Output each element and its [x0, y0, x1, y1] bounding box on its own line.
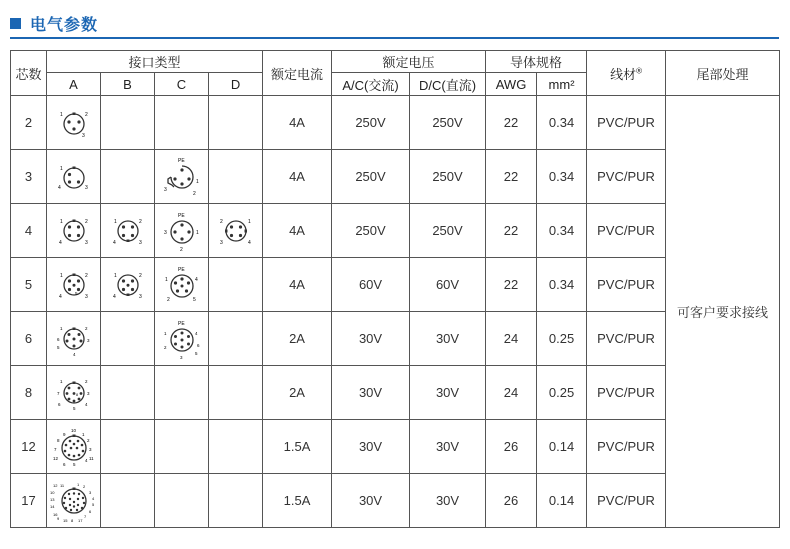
svg-text:12: 12: [52, 482, 57, 488]
svg-text:6: 6: [88, 508, 91, 514]
svg-text:14: 14: [49, 503, 54, 509]
svg-text:PE: PE: [177, 320, 185, 327]
empty-cell: [209, 420, 263, 474]
svg-text:2: 2: [84, 272, 88, 279]
cores-cell: 6: [11, 312, 47, 366]
svg-text:10: 10: [70, 427, 76, 433]
dc-cell: 250V: [410, 204, 486, 258]
svg-text:2: 2: [219, 218, 223, 225]
mm2-cell: 0.25: [537, 366, 587, 420]
awg-cell: 26: [486, 474, 537, 528]
current-cell: 4A: [263, 204, 332, 258]
svg-text:1: 1: [59, 325, 63, 331]
pin-17-a-icon: [47, 474, 101, 528]
svg-text:5: 5: [72, 461, 76, 467]
svg-text:7: 7: [53, 446, 57, 452]
cores-cell: 12: [11, 420, 47, 474]
pin-5-a-icon: [47, 258, 101, 312]
svg-text:3: 3: [84, 293, 88, 300]
svg-text:1: 1: [113, 218, 117, 225]
table-row: [11, 258, 780, 312]
svg-text:2: 2: [166, 296, 170, 303]
pin-6-a-icon: [47, 312, 101, 366]
svg-text:11: 11: [59, 482, 64, 488]
svg-text:2: 2: [84, 111, 88, 118]
svg-text:4: 4: [84, 401, 88, 407]
ac-cell: 60V: [332, 258, 410, 312]
svg-text:17: 17: [77, 517, 82, 523]
material-cell: PVC/PUR: [587, 474, 666, 528]
pin-2-a-icon: [47, 96, 101, 150]
current-cell: 4A: [263, 150, 332, 204]
table-row: [11, 96, 780, 150]
awg-cell: 24: [486, 366, 537, 420]
empty-cell: [209, 258, 263, 312]
pin-12-a-icon: [47, 420, 101, 474]
svg-text:1: 1: [247, 218, 251, 225]
section-header: [10, 11, 98, 35]
header-col-d: D: [209, 73, 263, 96]
dc-cell: 30V: [410, 420, 486, 474]
header-tail-treatment: 尾部处理: [666, 51, 780, 96]
header-row-1: [11, 51, 780, 73]
svg-text:5: 5: [192, 296, 196, 303]
svg-text:9: 9: [62, 431, 66, 437]
svg-text:8: 8: [70, 517, 73, 523]
pin-3-c-icon: [155, 150, 209, 204]
dc-cell: 250V: [410, 96, 486, 150]
electrical-parameters-table: [10, 50, 780, 528]
header-mm2: mm²: [537, 73, 587, 96]
table-row: [11, 312, 780, 366]
svg-text:6: 6: [62, 461, 66, 467]
svg-text:3: 3: [84, 239, 88, 246]
table-row: [11, 474, 780, 528]
svg-text:8: 8: [56, 437, 60, 443]
svg-text:12: 12: [52, 455, 58, 461]
svg-text:6: 6: [196, 342, 200, 348]
svg-text:3: 3: [86, 390, 90, 396]
table-row: [11, 150, 780, 204]
svg-text:3: 3: [88, 489, 91, 495]
empty-cell: [101, 96, 155, 150]
svg-text:3: 3: [138, 239, 142, 246]
cores-cell: 8: [11, 366, 47, 420]
section-rule: [10, 37, 779, 39]
svg-text:16: 16: [52, 511, 57, 517]
svg-text:8: 8: [75, 392, 78, 397]
header-awg: AWG: [486, 73, 537, 96]
svg-text:1: 1: [76, 481, 79, 487]
wire-material-mark: ®: [636, 66, 642, 76]
dc-cell: 250V: [410, 150, 486, 204]
svg-text:3: 3: [138, 293, 142, 300]
mm2-cell: 0.34: [537, 204, 587, 258]
svg-text:2: 2: [192, 190, 196, 197]
current-cell: 4A: [263, 258, 332, 312]
table-row: [11, 366, 780, 420]
dc-cell: 60V: [410, 258, 486, 312]
pin-4-a-icon: [47, 204, 101, 258]
svg-text:3: 3: [84, 184, 88, 191]
svg-text:2: 2: [84, 218, 88, 225]
empty-cell: [101, 312, 155, 366]
empty-cell: [155, 420, 209, 474]
current-cell: 1.5A: [263, 474, 332, 528]
svg-text:15: 15: [62, 517, 67, 523]
svg-text:4: 4: [112, 239, 116, 246]
svg-text:10: 10: [49, 489, 54, 495]
awg-cell: 22: [486, 150, 537, 204]
empty-cell: [101, 474, 155, 528]
current-cell: 4A: [263, 96, 332, 150]
svg-text:4: 4: [72, 351, 76, 357]
awg-cell: 24: [486, 312, 537, 366]
pin-4-c-icon: [155, 204, 209, 258]
svg-text:3: 3: [163, 186, 167, 193]
svg-text:2: 2: [84, 378, 88, 384]
material-cell: PVC/PUR: [587, 366, 666, 420]
material-cell: PVC/PUR: [587, 96, 666, 150]
svg-text:2: 2: [138, 218, 142, 225]
header-conductor-spec: 导体规格: [486, 51, 587, 73]
dc-cell: 30V: [410, 474, 486, 528]
awg-cell: 22: [486, 204, 537, 258]
svg-text:9: 9: [56, 515, 59, 521]
pin-5-c-icon: [155, 258, 209, 312]
mm2-cell: 0.34: [537, 258, 587, 312]
svg-text:5: 5: [194, 350, 198, 356]
svg-text:4: 4: [84, 457, 88, 463]
svg-text:5: 5: [56, 344, 60, 350]
pin-8-a-icon: [47, 366, 101, 420]
pin-4-b-icon: [101, 204, 155, 258]
wire-material-label: 线材: [610, 66, 637, 82]
svg-text:1: 1: [59, 111, 63, 118]
pin-6-c-icon: [155, 312, 209, 366]
svg-text:2: 2: [179, 246, 183, 253]
awg-cell: 22: [486, 258, 537, 312]
svg-text:2: 2: [138, 272, 142, 279]
svg-text:PE: PE: [177, 266, 185, 273]
svg-text:4: 4: [247, 239, 251, 246]
ac-cell: 250V: [332, 204, 410, 258]
header-wire-material: [587, 51, 666, 96]
mm2-cell: 0.14: [537, 474, 587, 528]
header-interface-type: 接口类型: [47, 51, 263, 73]
ac-cell: 30V: [332, 366, 410, 420]
svg-text:4: 4: [112, 293, 116, 300]
svg-text:3: 3: [81, 132, 85, 139]
svg-text:11: 11: [88, 455, 94, 461]
dc-cell: 30V: [410, 366, 486, 420]
svg-text:2: 2: [82, 483, 85, 489]
svg-text:5: 5: [72, 405, 76, 411]
svg-text:1: 1: [164, 276, 168, 283]
svg-text:1: 1: [195, 229, 199, 236]
svg-text:4: 4: [58, 293, 62, 300]
cores-cell: 17: [11, 474, 47, 528]
material-cell: PVC/PUR: [587, 312, 666, 366]
header-col-b: B: [101, 73, 155, 96]
svg-text:2: 2: [84, 325, 88, 331]
empty-cell: [209, 150, 263, 204]
header-ac: A/C(交流): [332, 73, 410, 96]
current-cell: 1.5A: [263, 420, 332, 474]
svg-text:3: 3: [86, 337, 90, 343]
svg-text:6: 6: [57, 401, 61, 407]
svg-text:3: 3: [179, 354, 183, 360]
cores-cell: 5: [11, 258, 47, 312]
section-title: 电气参数: [30, 16, 99, 34]
mm2-cell: 0.14: [537, 420, 587, 474]
svg-text:7: 7: [56, 390, 60, 396]
section-marker-icon: [10, 18, 21, 29]
current-cell: 2A: [263, 366, 332, 420]
svg-text:1: 1: [59, 272, 63, 279]
mm2-cell: 0.34: [537, 96, 587, 150]
svg-text:1: 1: [59, 378, 63, 384]
tail-note-cell: 可客户要求接线: [666, 96, 780, 528]
cores-cell: 3: [11, 150, 47, 204]
header-cores: 芯数: [11, 51, 47, 96]
empty-cell: [101, 420, 155, 474]
empty-cell: [155, 96, 209, 150]
svg-text:7: 7: [83, 513, 86, 519]
svg-text:4: 4: [91, 495, 94, 501]
cores-cell: 2: [11, 96, 47, 150]
table-row: [11, 420, 780, 474]
ac-cell: 250V: [332, 96, 410, 150]
cores-cell: 4: [11, 204, 47, 258]
svg-text:1: 1: [163, 330, 167, 336]
svg-text:5: 5: [91, 501, 94, 507]
material-cell: PVC/PUR: [587, 204, 666, 258]
header-dc: D/C(直流): [410, 73, 486, 96]
header-col-c: C: [155, 73, 209, 96]
svg-text:13: 13: [49, 496, 54, 502]
svg-text:3: 3: [88, 446, 92, 452]
pin-3-a-icon: [47, 150, 101, 204]
empty-cell: [101, 150, 155, 204]
svg-text:2: 2: [163, 344, 167, 350]
empty-cell: [101, 366, 155, 420]
material-cell: PVC/PUR: [587, 258, 666, 312]
ac-cell: 30V: [332, 312, 410, 366]
svg-text:4: 4: [57, 184, 61, 191]
table-row: [11, 204, 780, 258]
ac-cell: 250V: [332, 150, 410, 204]
awg-cell: 26: [486, 420, 537, 474]
svg-text:2: 2: [86, 437, 90, 443]
empty-cell: [155, 474, 209, 528]
svg-text:1: 1: [81, 431, 85, 437]
svg-text:PE: PE: [177, 157, 185, 164]
pin-4-d-icon: [209, 204, 263, 258]
material-cell: PVC/PUR: [587, 420, 666, 474]
svg-text:1: 1: [59, 165, 63, 172]
header-rated-current: 额定电流: [263, 51, 332, 96]
svg-text:4: 4: [194, 330, 198, 336]
header-col-a: A: [47, 73, 101, 96]
ac-cell: 30V: [332, 474, 410, 528]
empty-cell: [209, 366, 263, 420]
mm2-cell: 0.34: [537, 150, 587, 204]
svg-text:5: 5: [74, 290, 78, 296]
awg-cell: 22: [486, 96, 537, 150]
empty-cell: [155, 366, 209, 420]
svg-text:1: 1: [113, 272, 117, 279]
header-rated-voltage: 额定电压: [332, 51, 486, 73]
current-cell: 2A: [263, 312, 332, 366]
svg-text:1: 1: [59, 218, 63, 225]
svg-text:4: 4: [58, 239, 62, 246]
empty-cell: [209, 312, 263, 366]
empty-cell: [209, 474, 263, 528]
svg-text:PE: PE: [177, 212, 185, 219]
dc-cell: 30V: [410, 312, 486, 366]
svg-text:4: 4: [194, 276, 198, 283]
svg-text:3: 3: [163, 229, 167, 236]
material-cell: PVC/PUR: [587, 150, 666, 204]
svg-text:3: 3: [219, 239, 223, 246]
pin-5-b-icon: [101, 258, 155, 312]
svg-text:6: 6: [56, 336, 60, 342]
empty-cell: [209, 96, 263, 150]
svg-text:1: 1: [195, 178, 199, 185]
mm2-cell: 0.25: [537, 312, 587, 366]
ac-cell: 30V: [332, 420, 410, 474]
